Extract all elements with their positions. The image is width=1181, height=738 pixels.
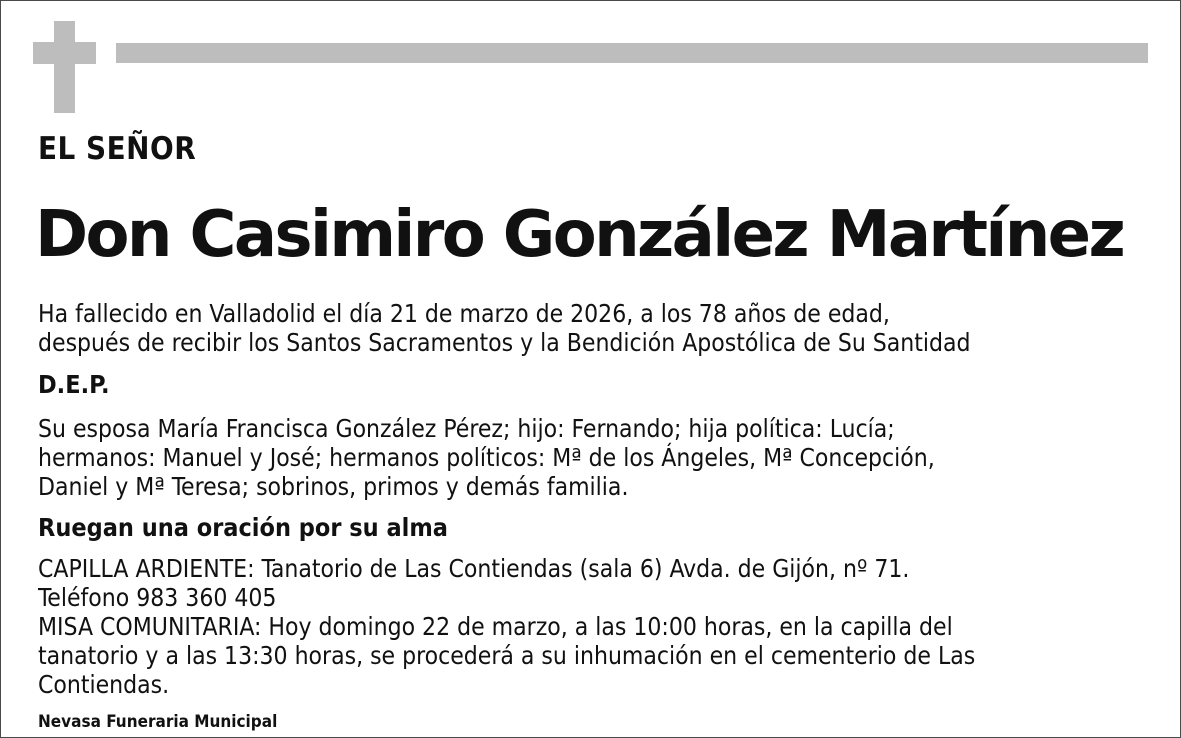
title-prefix: EL SEÑOR xyxy=(38,131,197,167)
death-line: después de recibir los Santos Sacramentos y la Bendición Apostólica de Su Santidad xyxy=(38,328,971,357)
family-paragraph xyxy=(38,414,935,501)
service-line: tanatorio y a las 13:30 horas, se procederá a su inhumación en el cementerio de Las xyxy=(38,641,976,670)
death-announcement xyxy=(38,299,971,357)
service-details xyxy=(38,554,975,699)
death-line: Ha fallecido en Valladolid el día 21 de marzo de 2026, a los 78 años de edad, xyxy=(38,299,890,328)
service-line: MISA COMUNITARIA: Hoy domingo 22 de marzo, a las 10:00 horas, en la capilla del xyxy=(38,612,953,641)
family-line: Daniel y Mª Teresa; sobrinos, primos y demás familia. xyxy=(38,472,629,501)
family-line: Su esposa María Francisca González Pérez; hijo: Fernando; hija política: Lucía; xyxy=(38,414,895,443)
deceased-name: Don Casimiro González Martínez xyxy=(35,198,1124,272)
prayer-heading: Ruegan una oración por su alma xyxy=(38,513,448,542)
cross-vertical-bar xyxy=(54,21,75,113)
dep-heading: D.E.P. xyxy=(38,370,110,399)
service-line: CAPILLA ARDIENTE: Tanatorio de Las Contiendas (sala 6) Avda. de Gijón, nº 71. xyxy=(38,554,910,583)
cross-horizontal-bar xyxy=(33,42,96,64)
family-line: hermanos: Manuel y José; hermanos políticos: Mª de los Ángeles, Mª Concepción, xyxy=(38,443,935,472)
funeral-home-name: Nevasa Funeraria Municipal xyxy=(38,712,278,732)
service-line: Contiendas. xyxy=(38,670,170,699)
header-rule xyxy=(116,43,1148,63)
service-line: Teléfono 983 360 405 xyxy=(38,583,277,612)
